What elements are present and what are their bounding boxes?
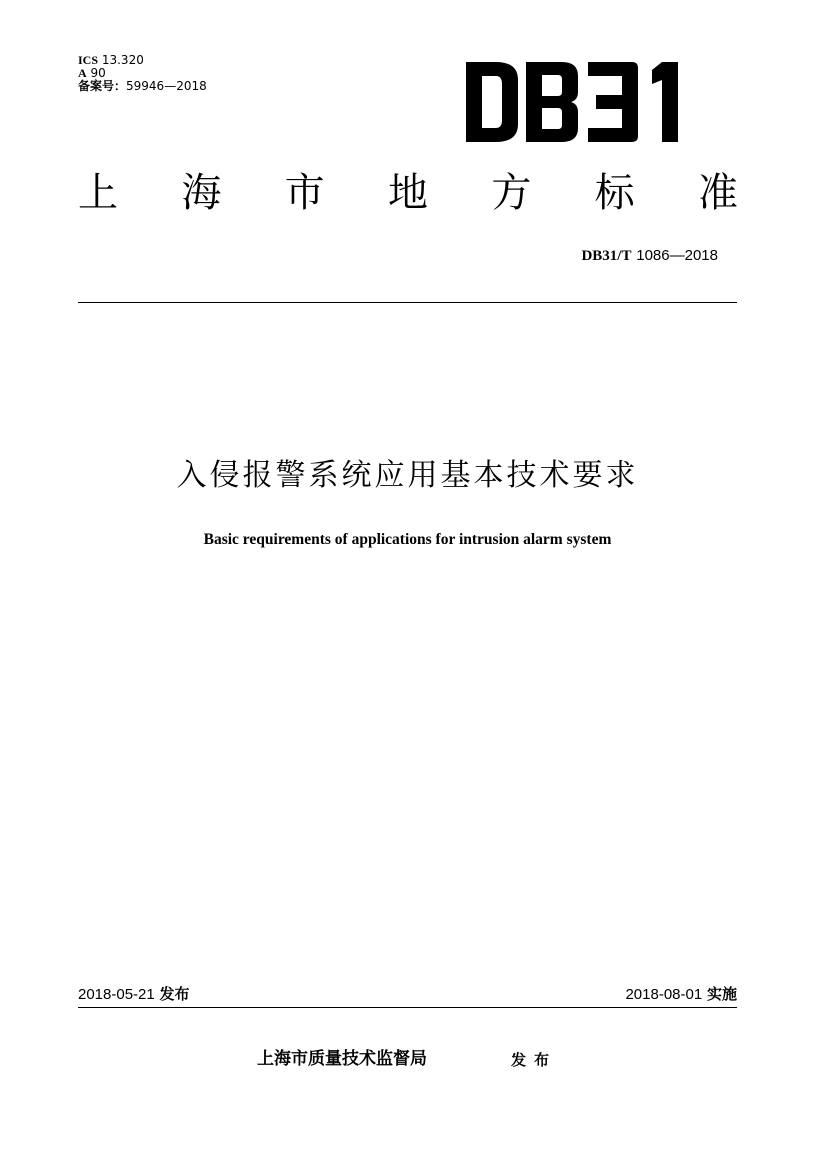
release-date: 2018-05-21 — [78, 986, 155, 1003]
effective-date-line — [625, 984, 737, 1005]
ccs-label: A — [78, 66, 87, 80]
filing-label: 备案号： — [78, 79, 127, 93]
standard-number-prefix: DB31/T — [581, 248, 632, 264]
category-char: 地 — [387, 170, 428, 216]
db31-logo — [466, 62, 690, 142]
category-char: 标 — [594, 170, 635, 216]
classification-block — [78, 54, 207, 93]
issuer-action: 发布 — [511, 1051, 558, 1069]
filing-number: 59946—2018 — [126, 79, 207, 93]
document-title-en: Basic requirements of applications for intrusion alarm system — [203, 531, 612, 548]
filing-line — [78, 80, 207, 93]
ics-code: 13.320 — [101, 53, 144, 67]
ccs-code: 90 — [90, 66, 106, 80]
category-char: 市 — [284, 170, 325, 216]
release-label: 发布 — [159, 985, 190, 1003]
standard-category-title — [78, 168, 738, 218]
issuer-name: 上海市质量技术监督局 — [257, 1049, 427, 1069]
top-divider — [78, 302, 737, 303]
ics-label: ICS — [78, 53, 99, 67]
release-date-line — [78, 984, 190, 1005]
category-char: 海 — [181, 170, 222, 216]
category-char: 准 — [697, 170, 738, 216]
standard-number — [450, 245, 718, 266]
document-title-zh: 入侵报警系统应用基本技术要求 — [176, 458, 639, 493]
category-char: 方 — [491, 170, 532, 216]
effective-date: 2018-08-01 — [625, 986, 703, 1003]
standard-number-suffix: 1086—2018 — [636, 247, 718, 264]
bottom-divider — [78, 1007, 737, 1008]
category-char: 上 — [78, 170, 118, 216]
effective-label: 实施 — [706, 985, 737, 1003]
